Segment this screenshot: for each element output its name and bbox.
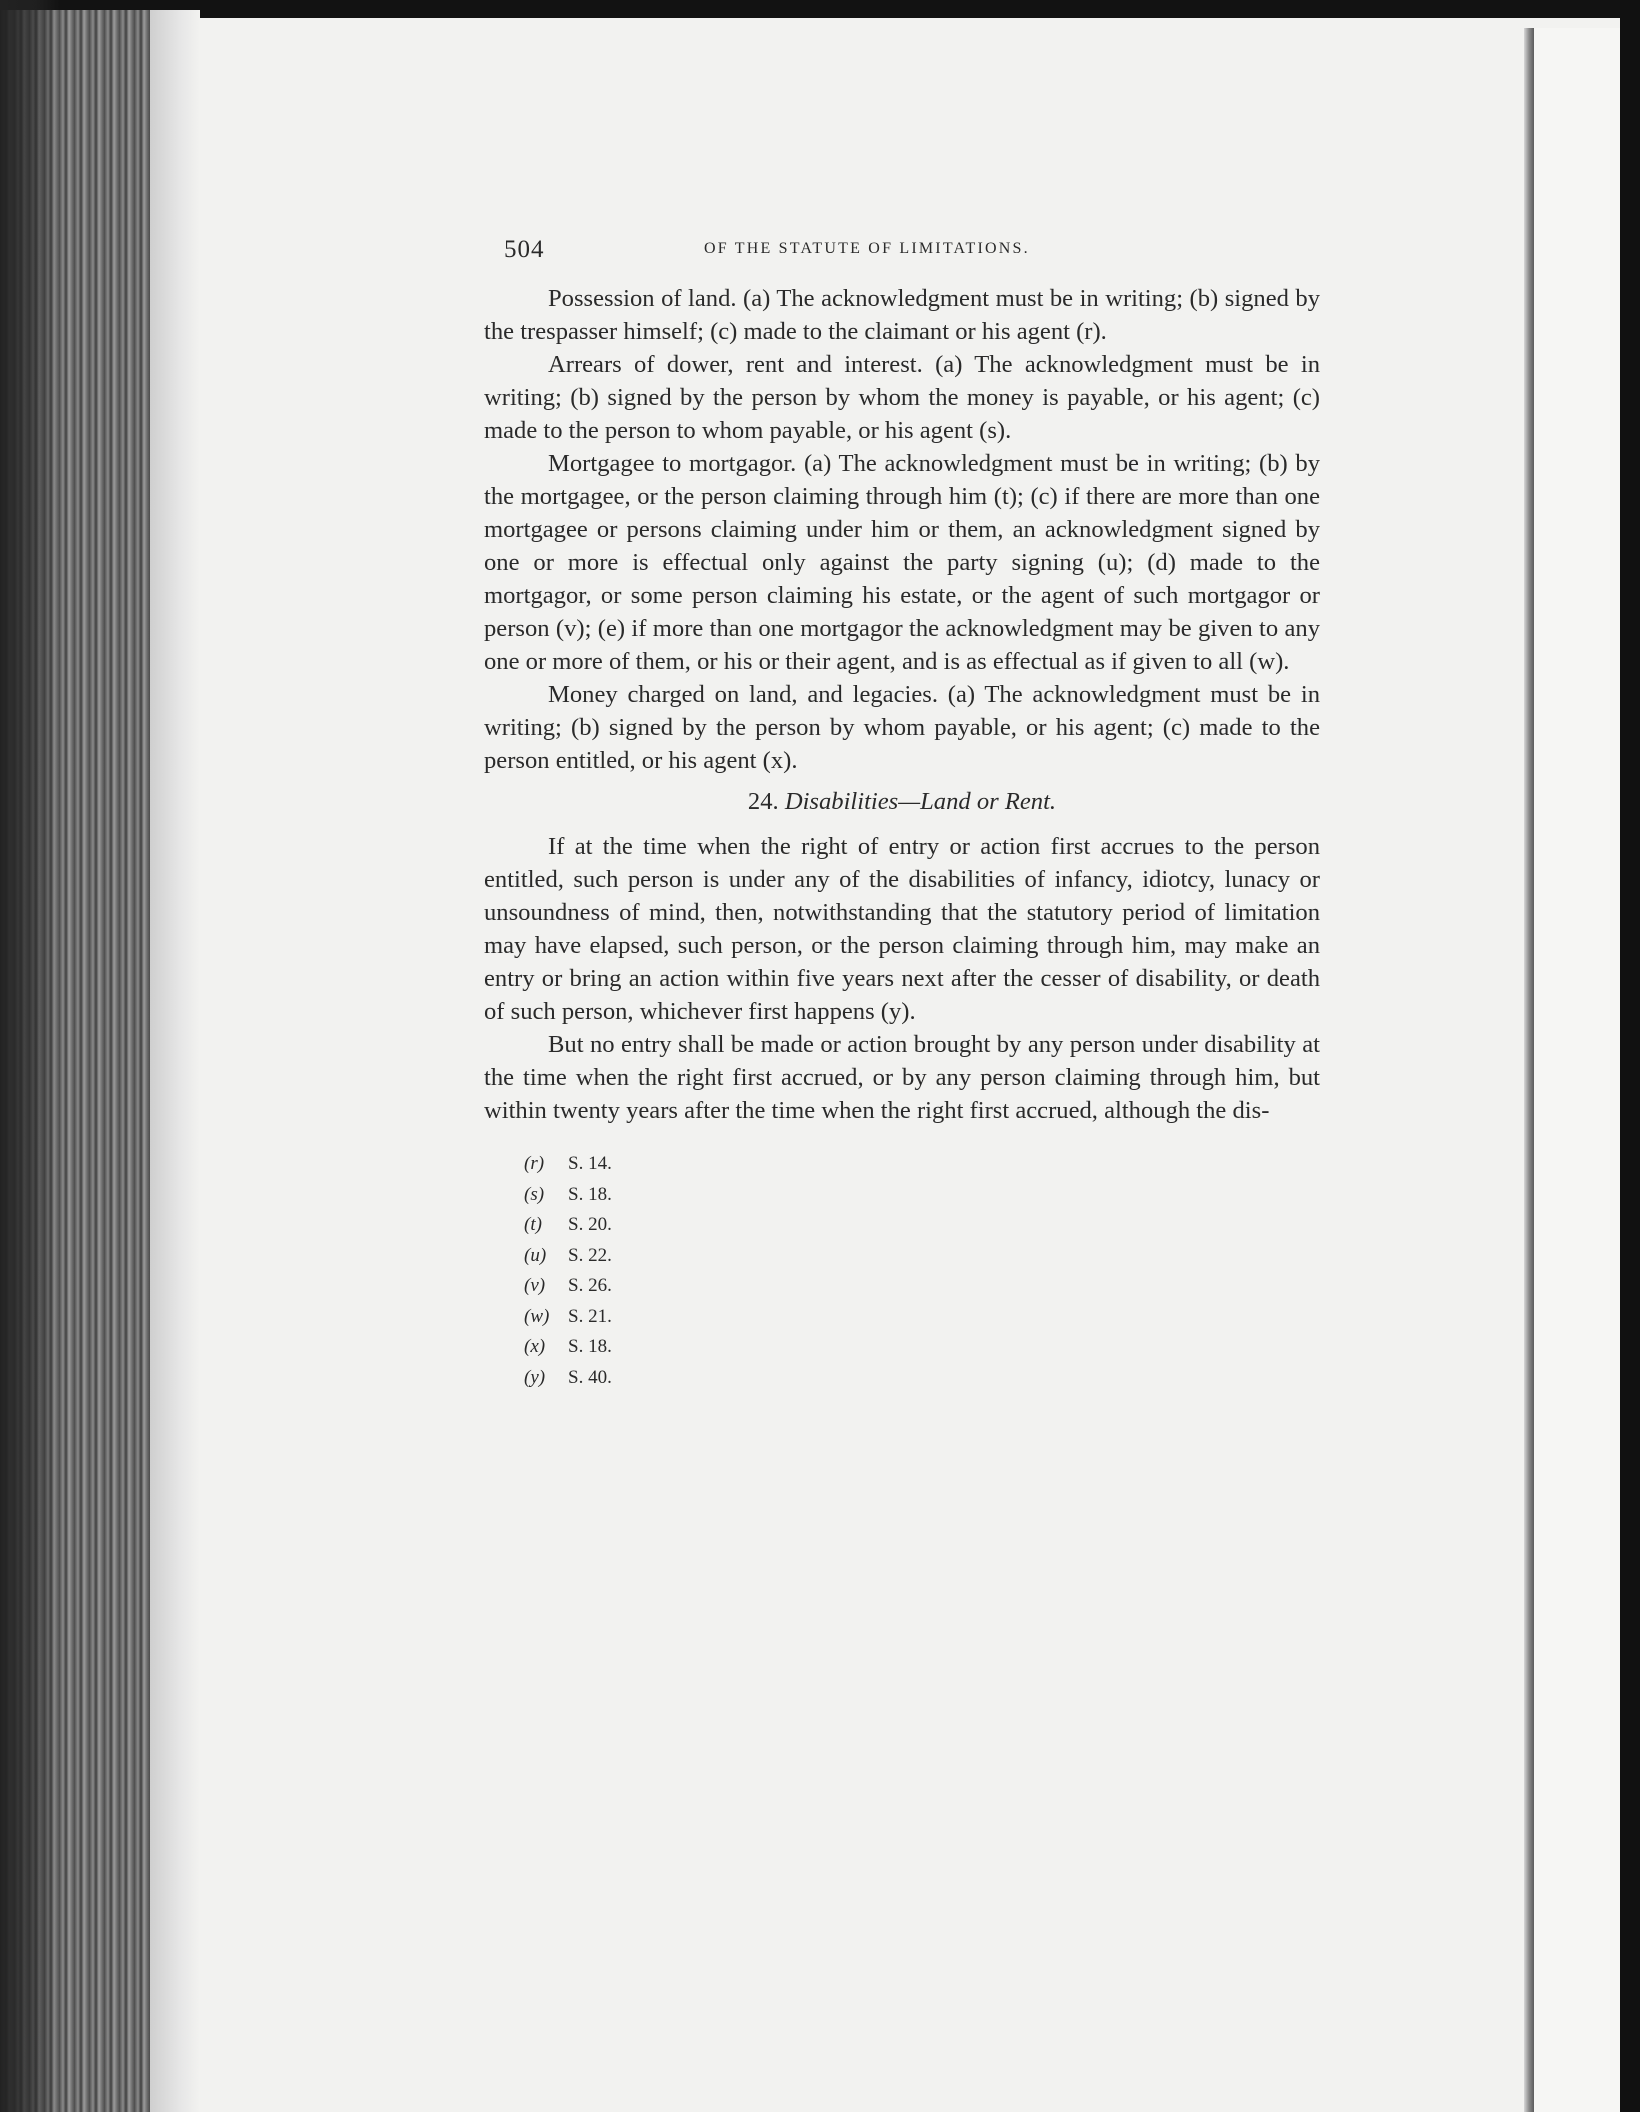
- footnote: [524, 1271, 1320, 1302]
- section-title: Disabilities—Land or Rent.: [784, 788, 1057, 815]
- paragraph-possession-of-land: Possession of land. (a) The acknowledgment must be in writing; (b) signed by the trespasser himself; (c) made to the claimant or his agent (r).: [484, 285, 1320, 345]
- footnote-ref: (r): [524, 1153, 545, 1174]
- binding-shadow: [0, 0, 60, 2112]
- footnote-ref: (t): [524, 1214, 542, 1235]
- paragraph-disabilities: If at the time when the right of entry or action first accrues to the person entitled, such person is under any of the disabilities of infancy, idiotcy, lunacy or unsoundness of mind, then, notwithstanding that the statutory period of limitation may have elapsed, such person, or the person claiming through him, may make an entry or bring an action within five years next after the cesser of disability, or death of such person, whichever first happens (y).: [484, 833, 1320, 1025]
- footnote-text: S. 40.: [568, 1366, 612, 1388]
- page-header: [484, 236, 1320, 282]
- paragraph-no-entry: But no entry shall be made or action brought by any person under disability at the time when the right first accrued, or by any person claiming through him, but within twenty years after the time when the right first accrued, although the dis-: [484, 1031, 1320, 1124]
- footnote: [524, 1332, 1320, 1363]
- page-text-block: [484, 236, 1320, 1393]
- footnote: [524, 1180, 1320, 1211]
- footnote-ref: (w): [524, 1305, 550, 1327]
- page-number: 504: [504, 236, 545, 263]
- footnote: [524, 1302, 1320, 1333]
- paragraph-arrears-of-dower: Arrears of dower, rent and interest. (a) The acknowledgment must be in writing; (b) signed by the person by whom the money is payable, or his agent; (c) made to the person to whom payable, or his agent (s).: [484, 351, 1320, 444]
- footnotes: [484, 1149, 1320, 1393]
- scan-top-border: [0, 0, 1640, 18]
- footnote-text: S. 18.: [568, 1336, 612, 1357]
- footnote: [524, 1241, 1320, 1272]
- footnote-text: S. 21.: [568, 1305, 612, 1327]
- right-page-edge: [1524, 28, 1534, 2112]
- footnote-ref: (u): [524, 1244, 547, 1266]
- footnote-ref: (y): [524, 1366, 546, 1388]
- footnote: [524, 1149, 1320, 1180]
- footnote-text: S. 18.: [568, 1183, 612, 1205]
- footnote: [524, 1363, 1320, 1394]
- footnote-text: S. 26.: [568, 1275, 612, 1296]
- running-head: OF THE STATUTE OF LIMITATIONS.: [704, 240, 1030, 257]
- paragraph-money-charged-on-land: Money charged on land, and legacies. (a) The acknowledgment must be in writing; (b) signed by the person by whom payable, or his agent; (c) made to the person entitled, or his agent (x).: [484, 681, 1320, 774]
- footnote: [524, 1210, 1320, 1241]
- paragraph-mortgagee-to-mortgagor: Mortgagee to mortgagor. (a) The acknowledgment must be in writing; (b) by the mortgagee, or the person claiming through him (t); (c) if there are more than one mortgagee or persons claiming under him or them, an acknowledgment signed by one or more is effectual only against the party signing (u); (d) made to the mortgagor, or some person claiming his estate, or the agent of such mortgagor or person (v); (e) if more than one mortgagor the acknowledgment may be given to any one or more of them, or his or their agent, and is as effectual as if given to all (w).: [484, 450, 1320, 675]
- section-number: 24.: [747, 788, 779, 815]
- footnote-text: S. 20.: [568, 1214, 612, 1235]
- footnote-ref: (x): [524, 1336, 546, 1357]
- section-heading: [484, 785, 1320, 818]
- footnote-text: S. 22.: [568, 1244, 612, 1266]
- footnote-ref: (v): [524, 1275, 546, 1296]
- footnote-text: S. 14.: [568, 1153, 612, 1174]
- scan-right-border: [1620, 0, 1640, 2112]
- footnote-ref: (s): [524, 1183, 545, 1205]
